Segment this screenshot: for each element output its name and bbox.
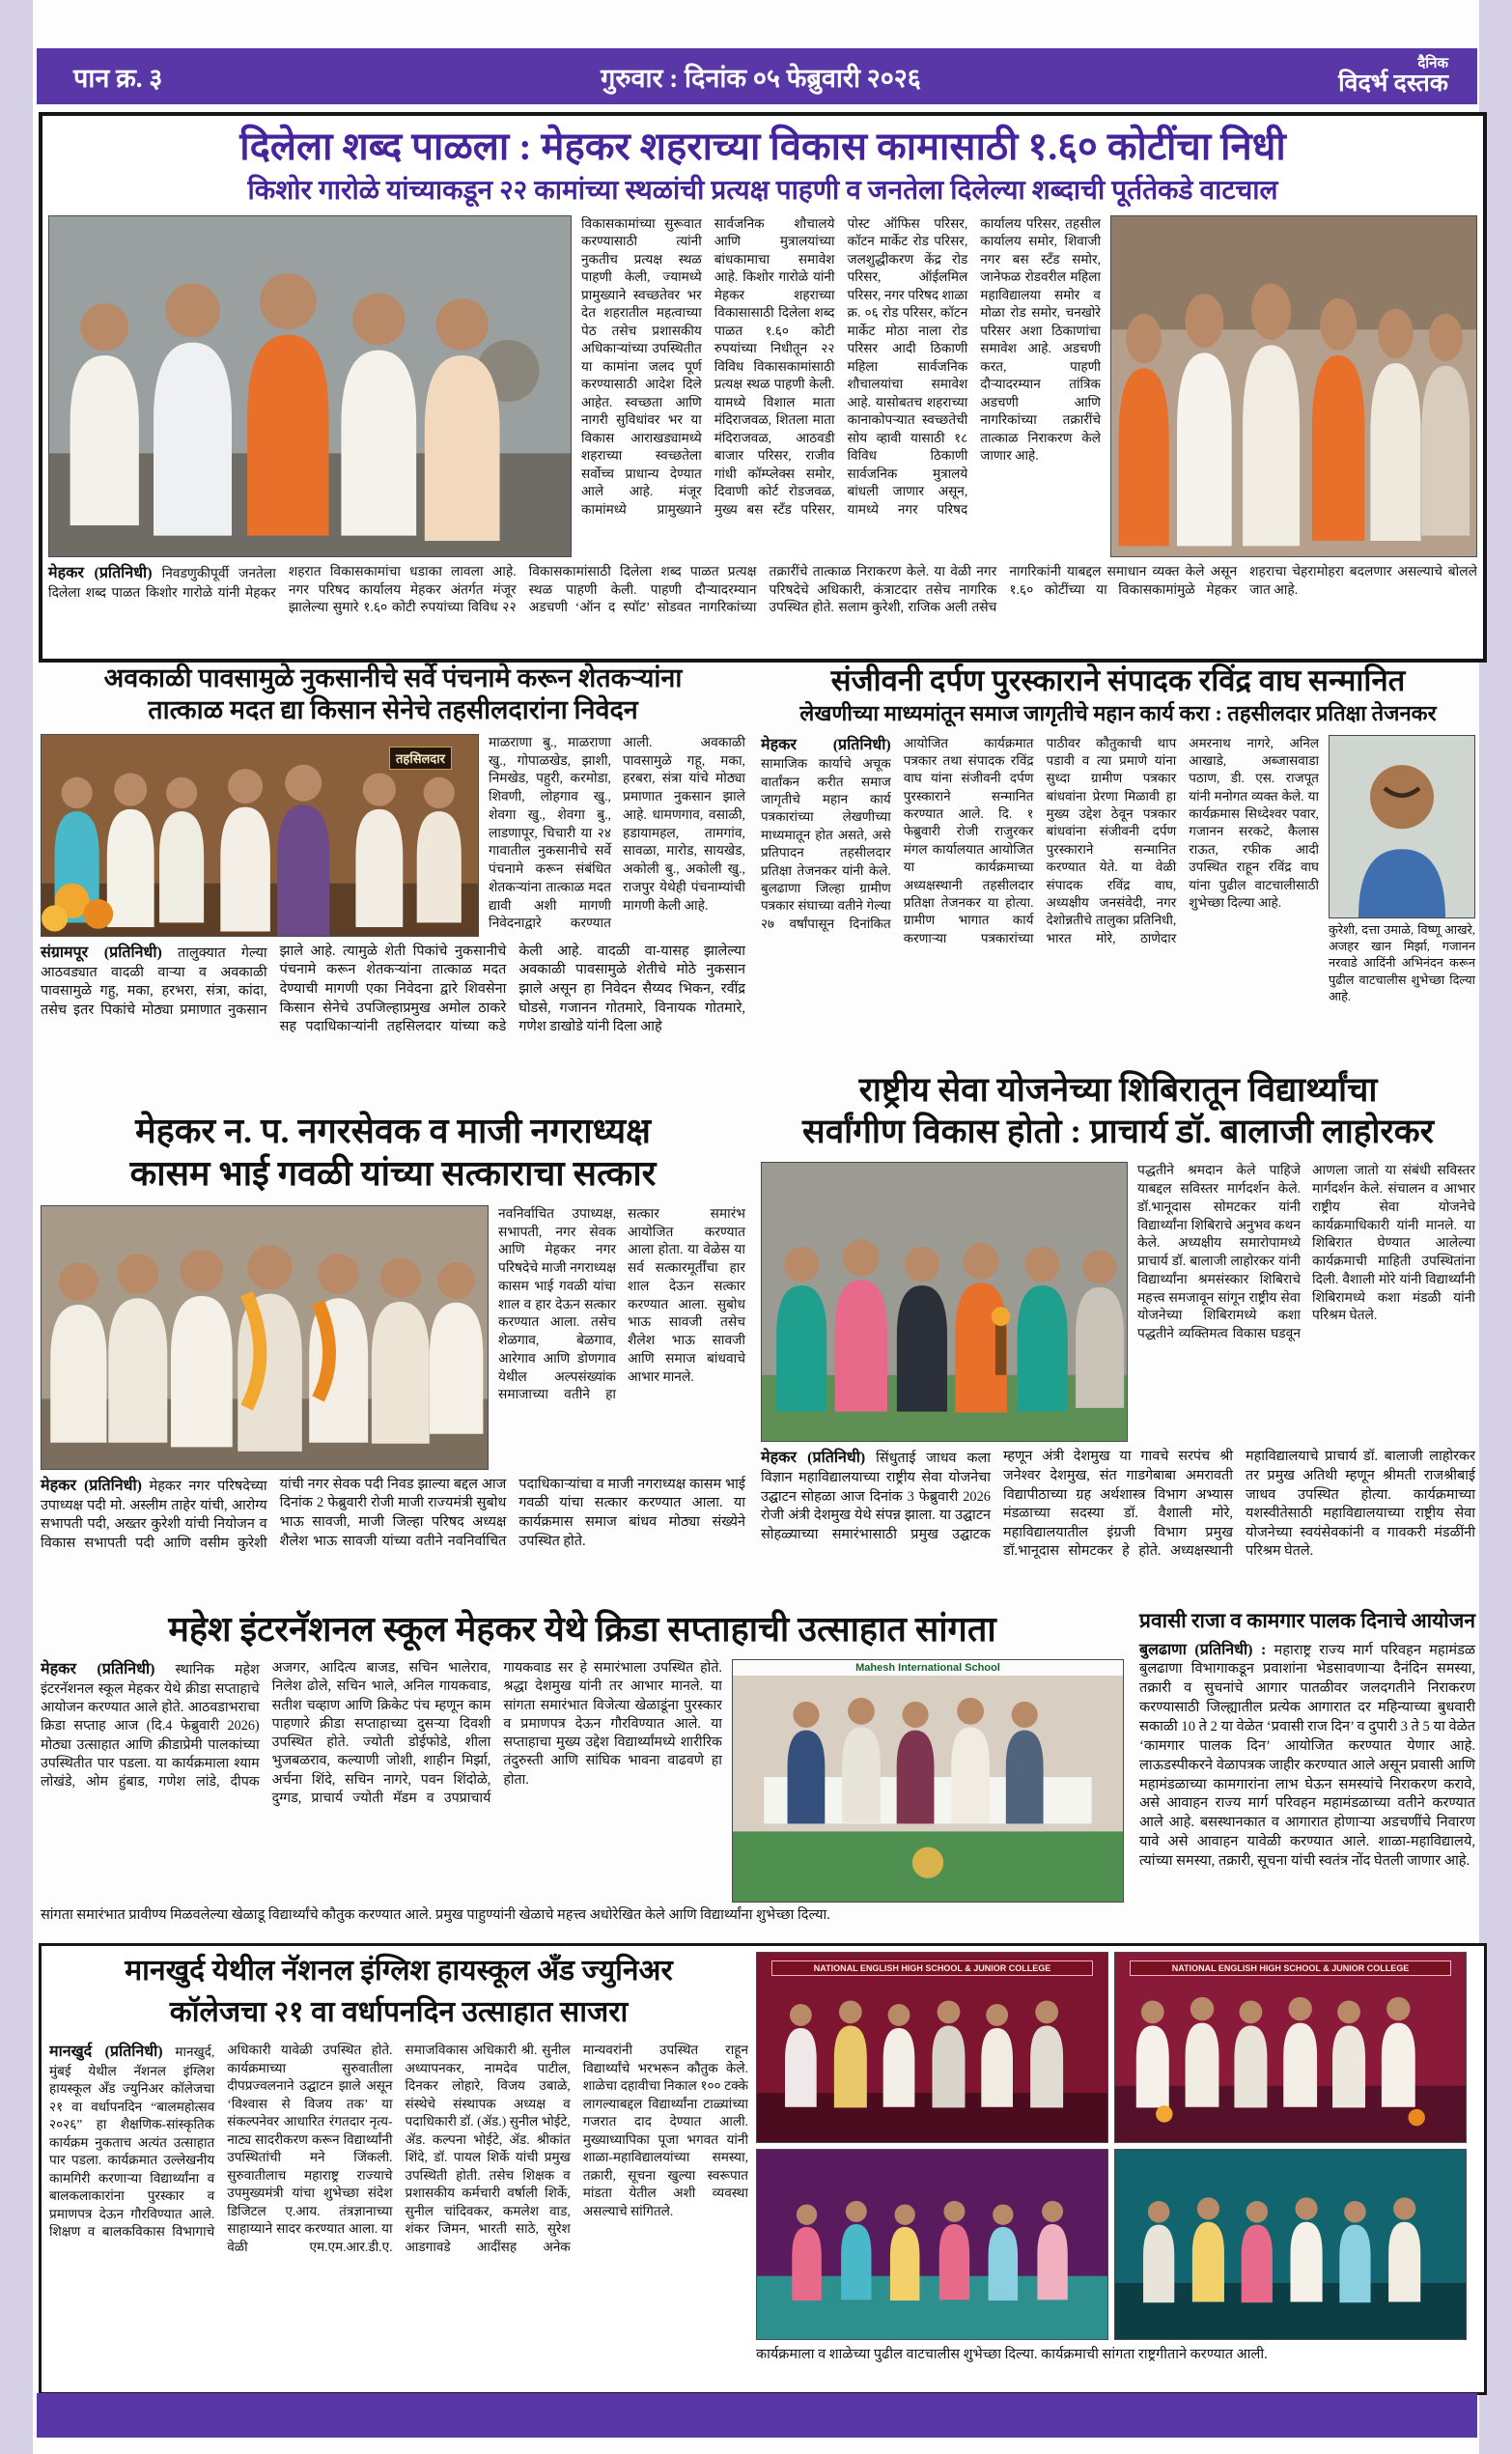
article-lead-bottom-text (48, 563, 1477, 617)
article-felicitation-headline-2: कासम भाई गवळी यांच्या सत्काराचा सत्कार (129, 1153, 657, 1193)
article-lead-photo-left (48, 215, 572, 557)
article-felicitation-byline: मेहकर (प्रतिनिधी) (41, 1477, 142, 1494)
anniversary-photo-1 (756, 1952, 1108, 2143)
article-nss-headline-2: सर्वांगीण विकास होतो : प्राचार्य डॉ. बालाजी लाहोरकर (802, 1112, 1434, 1150)
article-anniversary-headline-2: कॉलेजचा २१ वा वर्धापनदिन उत्साहात साजरा (169, 1995, 629, 2028)
article-passenger-byline: बुलढाणा (प्रतिनिधी) : (1139, 1641, 1267, 1658)
article-nss-headline-1: राष्ट्रीय सेवा योजनेच्या शिबिरातून विद्यार्थ्यांचा (858, 1071, 1378, 1109)
footer-band (37, 2393, 1477, 2438)
brand (990, 57, 1477, 96)
anniversary-banner-label-1: NATIONAL ENGLISH HIGH SCHOOL & JUNIOR COLLEGE (771, 1960, 1094, 1976)
article-rain-side-text: माळराणा बु., माळराणा खु., गोपाळखेड, झाशी, निमखेड, पहुरी, करमोडा, शिवणी, लोहगाव खु., शेवगा खु., शेवगा बु., लाडणापूर, चिचारी या २४ गावातील नुकसानीचे सर्वे पंचनामे करून संबंधित शेतकऱ्यांना तात्काळ मदत द्यावी अशी मागणी निवेदनाद्वारे करण्यात आली. अवकाळी पावसामुळे गहू, मका, हरबरा, संत्रा यांचे मोठ्या प्रमाणात नुकसान झाले आहे. धामणगाव, वसाळी, हडायामहल, तामगांव, सावळा, मारोड, सायखेड, अकोली बु., अकोली खु., राजपुर येथेही पंचनाम्यांची मागणी केली आहे. (489, 734, 745, 931)
article-lead-photo-right (1110, 215, 1477, 557)
article-anniversary-photos (756, 1952, 1467, 2340)
article-anniversary-caption: कार्यक्रमाला व शाळेच्या पुढील वाटचालीस शुभेच्छा दिल्या. कार्यक्रमाची सांगता राष्ट्रगीताने करण्यात आली. (756, 2347, 1268, 2362)
article-lead-headline: दिलेला शब्द पाळला : मेहकर शहराच्या विकास कामासाठी १.६० कोटींचा निधी (239, 125, 1286, 168)
article-nss-side-text: पद्धतीने श्रमदान केले पाहिजे याबद्दल सविस्तर मार्गदर्शन केले. डॉ.भानूदास सोमटकर यांनी विद्यार्थ्यांना शिबिराचे अनुभव कथन केले. अध्यक्षीय समारोपामध्ये प्राचार्य डॉ. बालाजी लाहोरकर यांनी विद्यार्थ्यांना श्रमसंस्कार शिबिराचे महत्त्व समजावून सांगून राष्ट्रीय सेवा योजनेच्या शिबिरामध्ये कशा पद्धतीने व्यक्तिमत्व विकास घडवून आणला जातो या संबंधी सविस्तर मार्गदर्शन केले. संचालन व आभार राष्ट्रीय सेवा योजनेचे कार्यक्रमाधिकारी यांनी मानले. या शिबिरात घेण्यात आलेल्या कार्यक्रमाची माहिती उपस्थितांना दिली. वैशाली मोरे यांनी विद्यार्थ्यांनी शिबिरामध्ये कशा मंडळी यांनी परिश्रम घेतले. (1137, 1163, 1475, 1341)
article-felicitation (41, 1111, 745, 1605)
article-lead (39, 112, 1487, 663)
article-nss (761, 1070, 1475, 1605)
article-rain-photo (41, 734, 479, 937)
article-lead-byline: मेहकर (प्रतिनिधी) (48, 564, 153, 581)
article-nss-photo (761, 1162, 1128, 1442)
article-sports-photo (732, 1659, 1124, 1903)
article-anniversary-byline: मानखुर्द (प्रतिनिधी) (49, 2044, 163, 2061)
article-sports-body-wrap (41, 1659, 722, 1901)
tehsildar-board-label: तहसिलदार (389, 747, 452, 770)
article-award-body: सामाजिक कार्याचे अचूक वार्तांकन करीत समाज जागृतीचे महान कार्य पत्रकारांच्या लेखणीच्या माध्यमातून होत असते, असे प्रतिपादन तहसीलदार प्रतिक्षा तेजनकर यांनी केले. बुलढाणा जिल्हा ग्रामीण पत्रकार संघाच्या वतीने गेल्या २७ वर्षांपासून दिनांकित आयोजित कार्यक्रमात पत्रकार तथा संपादक रविंद्र वाघ यांना संजीवनी दर्पण पुरस्काराने सन्मानित करण्यात आले. दि. १ फेब्रुवारी रोजी राजुरकर मंगल कार्यालयात आयोजित या कार्यक्रमाच्या अध्यक्षस्थानी तहसीलदार प्रतिक्षा तेजनकर या होत्या. ग्रामीण भागात कार्य करणाऱ्या पत्रकारांच्या पाठीवर कौतुकाची थाप पडावी व त्या प्रमाणे यांना सुध्दा ग्रामीण पत्रकार बांधवांना प्रेरणा मिळावी हा मुख्य उद्देश ठेवून पत्रकार बांधवांना संजीवनी दर्पण पुरस्काराने सन्मानित करण्यात येते. या वेळी संपादक रविंद्र वाघ, अध्यक्षीय जनसंवेदी, नगर देशोन्नतीचे तालुका प्रतिनिधी, भारत मोरे, ठाणेदार अमरनाथ नागरे, अनिल आखाडे, अब्जासवाडा पठाण, डी. एस. राजपूत यांनी मनोगत व्यक्त केले. या कार्यक्रमास सिध्देश्वर पवार, गजानन सरकटे, कैलास राऊत, रफीक आदी उपस्थित राहून रविंद्र वाघ यांना पुढील वाटचालीसाठी शुभेच्छा दिल्या आहे. (761, 735, 1319, 945)
article-anniversary (39, 1943, 1487, 2395)
anniversary-photo-2 (1114, 1952, 1467, 2143)
article-award-photo-names: कुरेशी, दत्ता उमाळे, विष्णू आखरे, अजहर खान मिर्झा, गजानन नरवाडे आदिंनी अभिनंदन करून पुढील वाटचालीस शुभेच्छा दिल्या आहे. (1329, 922, 1475, 1004)
article-award-headline: संजीवनी दर्पण पुरस्काराने संपादक रविंद्र वाघ सन्मानित (830, 663, 1406, 697)
article-rain-headline-2: तात्काळ मदत द्या किसान सेनेचे तहसीलदारांना निवेदन (148, 694, 638, 724)
article-felicitation-bottom (41, 1476, 745, 1553)
article-award-subhead: लेखणीच्या माध्यमांतून समाज जागृतीचे महान कार्य करा : तहसीलदार प्रतिक्षा तेजनकर (799, 700, 1437, 725)
article-lead-bottom-body: निवडणुकीपूर्वी जनतेला दिलेला शब्द पाळत किशोर गारोळे यांनी मेहकर शहरात विकासकामांचा धडाका लावला आहे. नगर परिषद कार्यालय मेहकर अंतर्गत मंजूर झालेल्या सुमारे १.६० कोटी रुपयांच्या विविध २२ विकासकामांसाठी दिलेला शब्द पाळत प्रत्यक्ष स्थळ पाहणी केली. पाहणी दौऱ्यादरम्यान अडचणी ‘ऑन द स्पॉट’ सोडवत नागरिकांच्या तक्रारींचे तात्काळ निराकरण केले. या वेळी नगर परिषदेचे अधिकारी, कंत्राटदार तसेच नागरिक उपस्थित होते. सलाम कुरेशी, राजिक अली तसेच नागरिकांनी याबद्दल समाधान व्यक्त केले असून १.६० कोटींच्या या विकासकामांमुळे मेहकर शहराचा चेहरामोहरा बदलणार असल्याचे बोलले जात आहे. (48, 563, 1477, 615)
article-rain (41, 663, 745, 1107)
article-lead-subhead: किशोर गारोळे यांच्याकडून २२ कामांच्या स्थळांची प्रत्यक्ष पाहणी व जनतेला दिलेल्या शब्दाची पूर्ततेकडे वाटचाल (247, 175, 1278, 206)
article-lead-mid-text: विकासकामांच्या सुरूवात करण्यासाठी त्यांनी नुकतीच प्रत्यक्ष स्थळ पाहणी केली, ज्यामध्ये प्रामुख्याने स्वच्छतेवर भर देत शहरातील महत्वाच्या पेठ तसेच प्रशासकीय अधिकाऱ्यांच्या उपस्थितीत या कामांना जलद पूर्ण करण्यासाठी आदेश दिले आहेत. स्वच्छता आणि नागरी सुविधांवर भर या विकास आराखड्यामध्ये शहराच्या स्वच्छतेला सर्वोच्च प्राधान्य देण्यात आले आहे. मंजूर कामांमध्ये प्रामुख्याने सार्वजनिक शौचालये आणि मुत्रालयांच्या बांधकामाचा समावेश आहे. किशोर गारोळे यांनी मेहकर शहराच्या विकासासाठी दिलेला शब्द पाळत १.६० कोटी रुपयांच्या निधीतून २२ विविध विकासकामांसाठी प्रत्यक्ष स्थळ पाहणी केली. यामध्ये विशाल माता मंदिराजवळ, शितला माता मंदिराजवळ, आठवडी बाजार परिसर, राजीव गांधी कॉम्प्लेक्स समोर, दिवाणी कोर्ट रोडजवळ, मुख्य बस स्टँड परिसर, पोस्ट ऑफिस परिसर, कॉटन मार्केट रोड परिसर, जलशुद्धीकरण केंद्र रोड परिसर, ऑईलमिल परिसर, नगर परिषद शाळा क्र. ०६ रोड परिसर, कॉटन मार्केट मोठा नाला रोड परिसर आदी ठिकाणी महिला सार्वजनिक शौचालयांचा समावेश आहे. यासोबतच शहराच्या कानाकोपऱ्यात स्वच्छतेची सोय व्हावी यासाठी १८ विविध ठिकाणी सार्वजनिक मुत्रालये बांधली जाणार असून, यामध्ये नगर परिषद कार्यालय परिसर, तहसील कार्यालय समोर, शिवाजी नगर बस स्टँड समोर, जानेफळ रोडवरील महिला महाविद्यालया समोर व मोळा रोड समोर, चनखोरे परिसर अशा ठिकाणांचा समावेश आहे. अडचणी करत, पाहणी दौऱ्यादरम्यान तांत्रिक अडचणी आणि नागरिकांच्या तक्रारींचे तात्काळ निराकरण केले जाणार आहे. (581, 215, 1101, 517)
article-sports-headline: महेश इंटरनॅशनल स्कूल मेहकर येथे क्रिडा सप्ताहाची उत्साहात सांगता (168, 1610, 996, 1649)
article-anniversary-left (49, 1954, 748, 2339)
brand-name: विदर्भ दस्तक (1338, 71, 1449, 97)
article-award-portrait (1329, 735, 1475, 918)
article-passenger-body: महाराष्ट्र राज्य मार्ग परिवहन महामंडळ बुलढाणा विभागाकडून प्रवाशांना भेडसावणाऱ्या दैनंदिन समस्या, तक्रारी व सुचनांचे आगार पातळीवर जलदगतीने निराकरण करण्यासाठी जिल्ह्यातील प्रत्येक आगारात दर महिन्याच्या बुधवारी सकाळी 10 ते 2 या वेळेत ‘प्रवासी राज दिन’ व दुपारी 3 ते 5 या वेळेत ‘कामगार पालक दिन’ आयोजित करण्यात येणार आहे. लाऊडस्पीकरने वेळापत्रक जाहीर करण्यात आले असून प्रवासी आणि महामंडळाच्या कामगारांना लाभ घेऊन समस्यांचे निराकरण करावे, असे आवाहन राज्य मार्ग परिवहन महामंडळाच्या वतीने करण्यात आले आहे. बसस्थानकात व आगारात होणाऱ्या अडचणींचे निवारण यावे असे आवाहन यावेळी करण्यात आले. शाळा-महाविद्यालये, त्यांच्या समस्या, तक्रारी, सूचना यांची स्वतंत्र नोंद घेतली जाणार आहे. (1139, 1642, 1475, 1869)
date-line: गुरुवार : दिनांक ०५ फेब्रुवारी २०२६ (601, 63, 921, 93)
school-banner-label: Mahesh International School (733, 1660, 1123, 1676)
article-rain-body: तालुक्यात गेल्या आठवड्यात वादळी वाऱ्या व अवकाळी पावसामुळे गहु, मका, हरभरा, संत्रा, कांदा, तसेच इतर पिकांचे मोठ्या प्रमाणात नुकसान झाले आहे. त्यामुळे शेती पिकांचे नुकसानीचे पंचनामे करून शेतकऱ्यांना तात्काळ मदत देण्याची मागणी एका निवेदना द्वारे शिवसेना किसान सेनेचे उपजिल्हाप्रमुख अमोल ठाकरे सह पदाधिकाऱ्यांनी तहसिलदार यांच्या कडे केली आहे. वादळी वा-यासह झालेल्या अवकाळी पावसामुळे शेतीचे मोठे नुकसान झाले असून हा निवेदन सैय्यद भिकन, रवींद्र घोडसे, गजानन गोतमारे, विनायक गोतमारे, गणेश डाखोडे यांनी दिला आहे (41, 943, 745, 1035)
article-passenger-headline: प्रवासी राजा व कामगार पालक दिनाचे आयोजन (1139, 1609, 1475, 1632)
page-number: पान क्र. ३ (73, 63, 163, 93)
article-rain-headline-1: अवकाळी पावसामुळे नुकसानीचे सर्वे पंचनामे करून शेतकऱ्यांना (103, 663, 683, 692)
article-felicitation-headline-1: मेहकर न. प. नगरसेवक व माजी नगराध्यक्ष (135, 1112, 651, 1150)
article-award-byline: मेहकर (प्रतिनिधी) (761, 736, 891, 753)
article-felicitation-photo (41, 1205, 489, 1470)
article-nss-byline: मेहकर (प्रतिनिधी) (761, 1450, 866, 1467)
brand-top: दैनिक (1417, 56, 1449, 71)
article-passenger (1139, 1609, 1475, 1939)
anniversary-photo-3 (756, 2149, 1108, 2340)
article-anniversary-headline-1: मानखुर्द येथील नॅशनल इंग्लिश हायस्कूल अँड ज्युनिअर (125, 1955, 673, 1987)
article-sports-caption: सांगता समारंभात प्रावीण्य मिळवलेल्या खेळाडू विद्यार्थ्यांचे कौतुक करण्यात आले. प्रमुख पाहुण्यांनी खेळाचे महत्त्व अधोरेखित केले आणि विद्यार्थ्यांना शुभेच्छा दिल्या. (41, 1906, 830, 1923)
article-anniversary-body: मानखुर्द, मुंबई येथील नॅशनल इंग्लिश हायस्कूल अँड ज्युनिअर कॉलेजचा २१ वा वर्धापनदिन “बालमहोत्सव २०२६” हा शैक्षणिक-सांस्कृतिक कार्यक्रम नुकताच अत्यंत उत्साहात पार पडला. कार्यक्रमात उल्लेखनीय कामगिरी करणाऱ्या विद्यार्थ्यांना व बालकलाकारांना पुरस्कार व प्रमाणपत्र देऊन गौरविण्यात आले. शिक्षण व बालकविकास विभागाचे अधिकारी यावेळी उपस्थित होते. कार्यक्रमाच्या सुरुवातीला दीपप्रज्वलनाने उद्घाटन झाले असून ‘विश्वास से विजय तक’ या संकल्पनेवर आधारित रंगतदार नृत्य-नाट्य सादरीकरण करून विद्यार्थ्यांनी उपस्थितांची मने जिंकली. सुरुवातीलाच महाराष्ट्र राज्याचे उपमुख्यमंत्री यांचा शुभेच्छा संदेश डिजिटल ए.आय. तंत्रज्ञानाच्या साहाय्याने सादर करण्यात आला. या वेळी एम.एम.आर.डी.ए. समाजविकास अधिकारी श्री. सुनील अध्यापनकर, नामदेव पाटील, दिनकर लोहारे, विजय उबाळे, संस्थेचे संस्थापक अध्यक्ष व पदाधिकारी डॉ. (ॲड.) सुनील भोईटे, ॲड. कल्पना भोईटे, ॲड. श्रीकांत शिंदे, डॉ. पायल शिर्के यांची प्रमुख उपस्थिती होती. तसेच शिक्षक व प्रशासकीय कर्मचारी वर्षाली शिर्के, सुनील चांदिवकर, कमलेश वाड, शंकर जिमन, भारती साठे, सुरेश आडगावडे आदींसह अनेक मान्यवरांनी उपस्थित राहून विद्यार्थ्यांचे भरभरून कौतुक केले. शाळेचा दहावीचा निकाल १०० टक्के लागल्याबद्दल विद्यार्थ्यांना टाळ्यांच्या गजरात दाद देण्यात आली. मुख्याध्यापिका पूजा भगवत यांनी शाळा-महाविद्यालयांच्या समस्या, तक्रारी, सूचना खुल्या स्वरूपात मांडता येतील अशी व्यवस्था असल्याचे सांगितले. (49, 2043, 748, 2254)
article-sports (41, 1609, 1124, 1939)
article-felicitation-side-text: नवनिर्वाचित उपाध्यक्ष, सभापती, नगर सेवक आणि मेहकर नगर परिषदेचे माजी नगराध्यक्ष कासम भाई गवळी यांचा शाल व हार देऊन सत्कार करण्यात आला. तसेच शेळगाव, बेळगाव, आरेगाव आणि डोणगाव येथील अल्पसंख्यांक समाजाच्या वतीने हा सत्कार समारंभ आयोजित करण्यात आला होता. या वेळेस या सर्व सत्कारमूर्तींचा हार शाल देऊन सत्कार करण्यात आला. सुबोध भाऊ सावजी तसेच शैलेश भाऊ सावजी आणि समाज बांधवाचे आभार मानले. (498, 1205, 745, 1402)
article-rain-bottom (41, 943, 745, 1037)
article-sports-byline: मेहकर (प्रतिनिधी) (41, 1660, 155, 1678)
article-rain-byline: संग्रामपूर (प्रतिनिधी) (41, 944, 162, 961)
article-nss-body: सिंधुताई जाधव कला विज्ञान महाविद्यालयाच्या राष्ट्रीय सेवा योजनेचा उद्घाटन सोहळा आज दिनांक 3 फेब्रुवारी 2026 रोजी अंत्री देशमुख येथे संपन्न झाला. या उद्घाटन सोहळ्याच्या समारंभासाठी प्रमुख उद्घाटक म्हणून अंत्री देशमुख या गावचे सरपंच श्री जनेश्वर देशमुख, संत गाडगेबाबा अमरावती विद्यापीठाच्या ग्रह अर्थशास्त्र विभाग अभ्यास मंडळाच्या सदस्या डॉ. वैशाली मोरे, महाविद्यालयातील इंग्रजी विभाग प्रमुख डॉ.भानूदास सोमटकर हे होते. अध्यक्षस्थानी महाविद्यालयाचे प्राचार्य डॉ. बालाजी लाहोरकर तर प्रमुख अतिथी म्हणून श्रीमती राजश्रीबाई जाधव उपस्थित होत्या. कार्यक्रमाच्या यशस्वीतेसाठी महाविद्यालयाच्या राष्ट्रीय सेवा योजनेच्या स्वयंसेवकांनी व गावकरी मंडळींनी परिश्रम घेतले. (761, 1449, 1475, 1560)
article-anniversary-body-wrap (49, 2042, 748, 2339)
article-passenger-body-wrap (1139, 1640, 1475, 1872)
article-felicitation-body: मेहकर नगर परिषदेच्या उपाध्यक्ष पदी मो. अस्लीम ताहेर यांची, आरोग्य सभापती पदी, अख्तर कुरेशी यांची नियोजन व विकास सभापती पदी आणि वसीम कुरेशी यांची नगर सेवक पदी निवड झाल्या बद्दल आज दिनांक 2 फेब्रुवारी रोजी माजी राज्यमंत्री सुबोध भाऊ सावजी, माजी जिल्हा परिषद अध्यक्ष शैलेश भाऊ सावजी यांच्या वतीने नवनिर्वाचित पदाधिकाऱ्यांचा व माजी नगराध्यक्ष कासम भाई गवळी यांचा सत्कार करण्यात आला. या कार्यक्रमास समाज बांधव मोठ्या संख्येने उपस्थित होते. (41, 1476, 745, 1551)
article-nss-bottom (761, 1448, 1475, 1561)
article-sports-body: स्थानिक महेश इंटरनॅशनल स्कूल मेहकर येथे क्रीडा सप्ताहाचे आयोजन करण्यात आले होते. आठवडाभराचा क्रिडा सप्ताह आज (दि.4 फेब्रुवारी 2026) मोठ्या उत्साहात आणि क्रीडाप्रेमी पालकांच्या उपस्थितीत पार पडला. या कार्यक्रमाला श्याम लोखंडे, ओम हुंबाड, गणेश लांडे, दीपक अजगर, आदित्य बाजड, सचिन भालेराव, निलेश ढोले, सचिन भाले, अनिल गायकवाड, सतीश चव्हाण आणि क्रिकेट पंच म्हणून काम पाहणारे क्रीडा सप्ताहाच्या दुसऱ्या दिवशी उपस्थित होते. ज्योती डोईफोडे, शीला भुजबळराव, कल्याणी जोशी, शाहीन मिर्झा, अर्चना शिंदे, सचिन नागरे, पवन शिंदोळे, दुग्गड, प्राचार्य ज्योती मॅडम व उपप्राचार्य गायकवाड सर हे समारंभाला उपस्थित होते. श्रद्धा देशमुख यांनी तर आभार मानले. या सांगता समारंभात विजेत्या खेळाडूंना पुरस्कार व प्रमाणपत्र देऊन गौरविण्यात आले. या सप्ताहाचा मुख्य उद्देश विद्यार्थ्यांमध्ये शारीरिक तंदुरुस्ती आणि सांघिक भावना वाढवणे हा होता. (41, 1659, 722, 1807)
anniversary-photo-4 (1114, 2149, 1467, 2340)
article-award-photo-col (1329, 735, 1475, 1042)
article-award-body-wrap (761, 735, 1319, 1042)
anniversary-banner-label-2: NATIONAL ENGLISH HIGH SCHOOL & JUNIOR COLLEGE (1130, 1960, 1452, 1976)
article-award (761, 663, 1475, 1066)
masthead-band (37, 48, 1477, 104)
